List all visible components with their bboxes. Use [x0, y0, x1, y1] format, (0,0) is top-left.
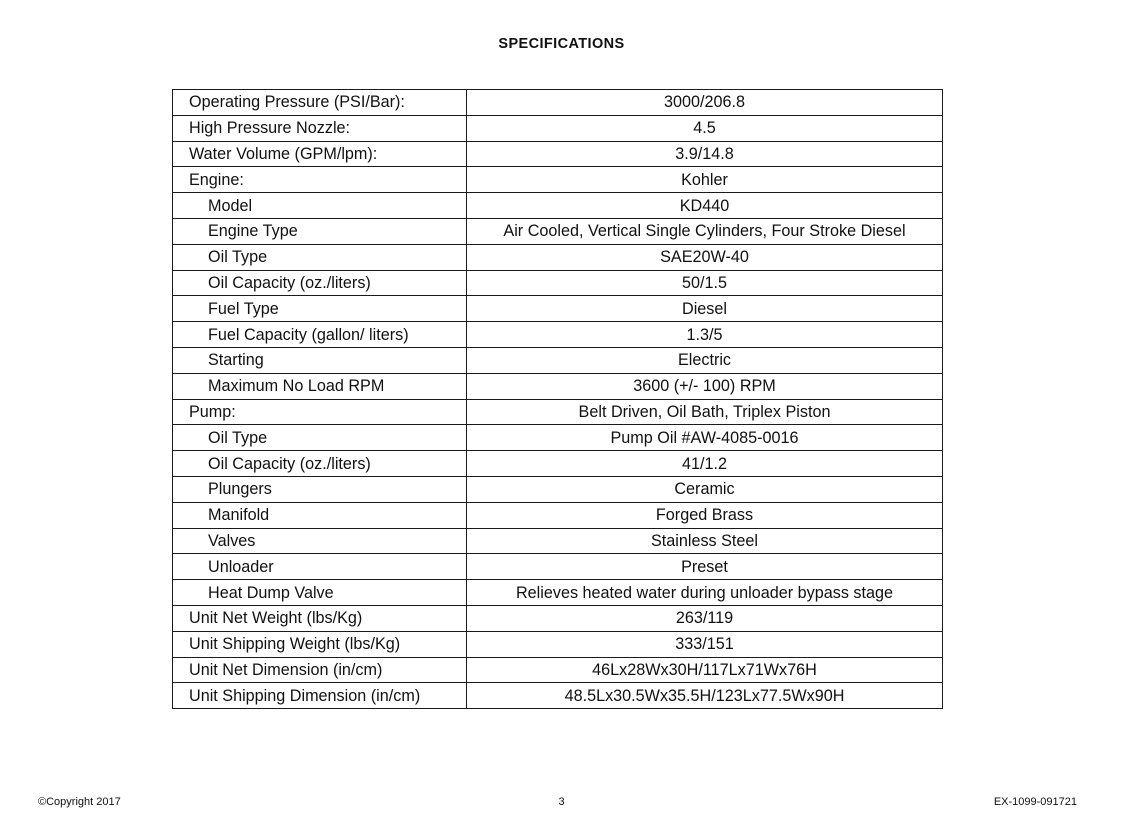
specifications-table-body — [173, 90, 943, 709]
spec-row — [173, 657, 943, 683]
spec-label: Engine Type — [173, 218, 467, 244]
spec-value: Forged Brass — [467, 502, 943, 528]
spec-row — [173, 193, 943, 219]
spec-value: 3000/206.8 — [467, 90, 943, 116]
page-title: SPECIFICATIONS — [498, 36, 625, 52]
spec-row — [173, 90, 943, 116]
spec-value: Relieves heated water during unloader bypass stage — [467, 580, 943, 606]
spec-value: 1.3/5 — [467, 322, 943, 348]
spec-label: Manifold — [173, 502, 467, 528]
spec-value: Pump Oil #AW-4085-0016 — [467, 425, 943, 451]
spec-label: Oil Capacity (oz./liters) — [173, 451, 467, 477]
spec-label: Oil Type — [173, 425, 467, 451]
spec-row — [173, 322, 943, 348]
spec-label: Unloader — [173, 554, 467, 580]
spec-value: 4.5 — [467, 115, 943, 141]
spec-label: Oil Type — [173, 244, 467, 270]
spec-value: 3600 (+/- 100) RPM — [467, 373, 943, 399]
spec-label: Unit Net Weight (lbs/Kg) — [173, 605, 467, 631]
spec-row — [173, 605, 943, 631]
spec-value: 333/151 — [467, 631, 943, 657]
spec-value: Kohler — [467, 167, 943, 193]
spec-value: 48.5Lx30.5Wx35.5H/123Lx77.5Wx90H — [467, 683, 943, 709]
spec-row — [173, 270, 943, 296]
spec-row — [173, 167, 943, 193]
specifications-table — [172, 89, 943, 709]
spec-label: Oil Capacity (oz./liters) — [173, 270, 467, 296]
spec-value: Preset — [467, 554, 943, 580]
spec-row — [173, 141, 943, 167]
spec-label: Unit Shipping Dimension (in/cm) — [173, 683, 467, 709]
spec-value: KD440 — [467, 193, 943, 219]
spec-label: Fuel Type — [173, 296, 467, 322]
footer-document-id: EX-1099-091721 — [993, 796, 1077, 808]
spec-label: Model — [173, 193, 467, 219]
spec-value: 50/1.5 — [467, 270, 943, 296]
spec-row — [173, 399, 943, 425]
spec-value: Diesel — [467, 296, 943, 322]
spec-value: Ceramic — [467, 476, 943, 502]
spec-row — [173, 528, 943, 554]
spec-label: Fuel Capacity (gallon/ liters) — [173, 322, 467, 348]
spec-row — [173, 115, 943, 141]
spec-row — [173, 296, 943, 322]
spec-label: Plungers — [173, 476, 467, 502]
spec-label: Maximum No Load RPM — [173, 373, 467, 399]
spec-label: Valves — [173, 528, 467, 554]
spec-value: Belt Driven, Oil Bath, Triplex Piston — [467, 399, 943, 425]
spec-row — [173, 476, 943, 502]
spec-label: Engine: — [173, 167, 467, 193]
spec-row — [173, 425, 943, 451]
spec-value: Electric — [467, 347, 943, 373]
spec-row — [173, 683, 943, 709]
spec-value: 263/119 — [467, 605, 943, 631]
spec-row — [173, 218, 943, 244]
footer-page-number: 3 — [558, 796, 565, 808]
spec-row — [173, 580, 943, 606]
spec-label: Water Volume (GPM/lpm): — [173, 141, 467, 167]
spec-row — [173, 373, 943, 399]
footer-copyright: ©Copyright 2017 — [38, 796, 121, 808]
spec-row — [173, 347, 943, 373]
spec-value: 46Lx28Wx30H/117Lx71Wx76H — [467, 657, 943, 683]
spec-row — [173, 451, 943, 477]
spec-value: Air Cooled, Vertical Single Cylinders, Four Stroke Diesel — [467, 218, 943, 244]
spec-row — [173, 554, 943, 580]
spec-label: Starting — [173, 347, 467, 373]
spec-label: Unit Shipping Weight (lbs/Kg) — [173, 631, 467, 657]
spec-value: SAE20W-40 — [467, 244, 943, 270]
spec-label: Unit Net Dimension (in/cm) — [173, 657, 467, 683]
spec-value: 41/1.2 — [467, 451, 943, 477]
spec-row — [173, 631, 943, 657]
spec-label: Pump: — [173, 399, 467, 425]
spec-label: High Pressure Nozzle: — [173, 115, 467, 141]
spec-value: Stainless Steel — [467, 528, 943, 554]
spec-row — [173, 502, 943, 528]
spec-label: Operating Pressure (PSI/Bar): — [173, 90, 467, 116]
spec-value: 3.9/14.8 — [467, 141, 943, 167]
spec-row — [173, 244, 943, 270]
spec-label: Heat Dump Valve — [173, 580, 467, 606]
